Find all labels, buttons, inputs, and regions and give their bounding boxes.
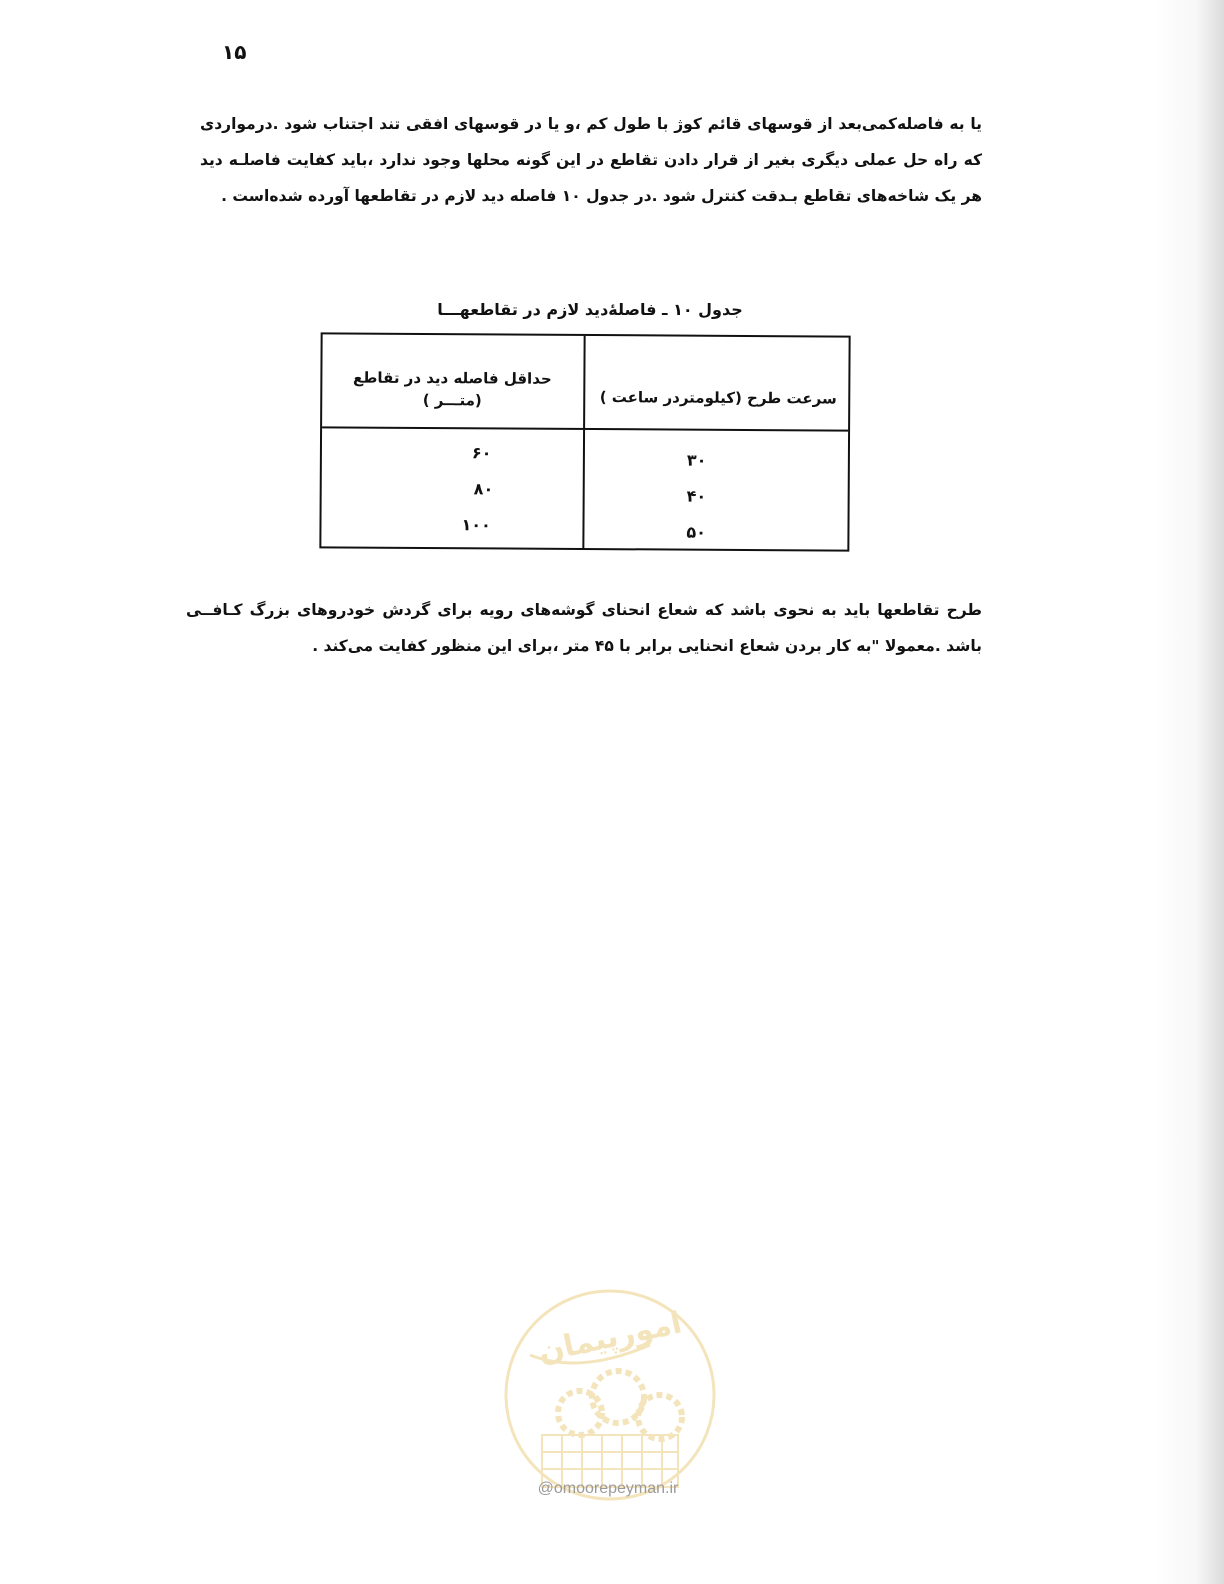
table-cell-distance: ۸۰	[473, 479, 494, 499]
header-min-sight-distance	[322, 366, 582, 412]
table-cell-distance: ۶۰	[471, 443, 492, 463]
watermark-logo	[500, 1285, 720, 1505]
header-design-speed: سرعت طرح (کیلومتردر ساعت )	[599, 388, 837, 408]
header-divider	[322, 426, 848, 431]
table-cell-speed: ۳۰	[686, 450, 707, 470]
table-cell-distance: ۱۰۰	[461, 515, 491, 535]
table-caption: جدول ۱۰ ـ فاصله‌ٔدید لازم در تقاطعهـــا	[437, 300, 743, 319]
column-divider	[582, 336, 585, 548]
paragraph-corner-radius: طرح تقاطعها باید به نحوی باشد که شعاع انحنای گوشه‌های رویه برای گردش خودروهای بزرگ کـافــی باشد .معمولا "به کار بردن شعاع انحنایی برابر با ۴۵ متر ،برای این منظور کفایت می‌کند .	[186, 601, 982, 655]
header-min-sight-distance-unit: (متـــر )	[422, 391, 482, 410]
paragraph-sight-distance: یا به فاصله‌کمی‌بعد از قوسهای قائم کوژ با طول کم ،و یا در قوسهای افقی تند اجتناب شود .درمواردی که راه حل عملی دیگری بغیر از قرار دادن تقاطع در این گونه محلها وجود ندارد ،باید کفایت فاصلـه دید هر یک شاخه‌های تقاطع بـدقت کنترل شود .در جدول ۱۰ فاصله دید لازم در تقاطعها آورده شده‌است .	[200, 115, 982, 205]
sight-distance-table	[319, 332, 850, 551]
table-cell-speed: ۴۰	[686, 486, 707, 506]
scan-edge-shadow	[1154, 0, 1224, 1584]
page-number: ۱۵	[222, 40, 247, 64]
watermark-url: @omoorepeyman.ir	[537, 1480, 679, 1497]
table-cell-speed: ۵۰	[686, 522, 707, 542]
watermark-logo-text: امورپیمان	[535, 1305, 685, 1370]
header-min-sight-distance-line1: حداقل فاصله دید در تقاطع	[353, 368, 552, 388]
